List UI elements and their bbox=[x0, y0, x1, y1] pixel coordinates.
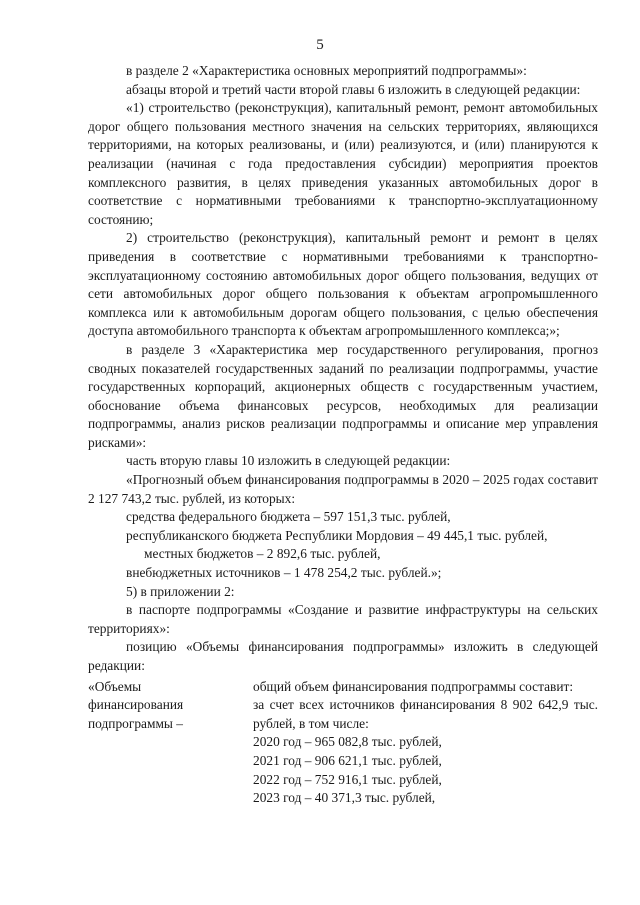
table-value: 2020 год – 965 082,8 тыс. рублей, bbox=[253, 734, 442, 750]
table-label: «Объемы bbox=[88, 678, 142, 694]
table-value: за счет всех источников финансирования 8 902 642,9 тыс. рублей, в том числе: bbox=[253, 697, 598, 731]
table-left-column bbox=[88, 678, 253, 808]
table-label: финансирования bbox=[88, 697, 184, 713]
paragraph: «Прогнозный объем финансирования подпрограммы в 2020 – 2025 годах составит 2 127 743,2 тыс. рублей, из которых: bbox=[88, 472, 598, 506]
paragraph: в паспорте подпрограммы «Создание и развитие инфраструктуры на сельских территориях»: bbox=[88, 602, 598, 636]
table-value: 2023 год – 40 371,3 тыс. рублей, bbox=[253, 790, 436, 806]
table-value: общий объем финансирования подпрограммы составит: bbox=[253, 678, 574, 694]
paragraph: позицию «Объемы финансирования подпрограммы» изложить в следующей редакции: bbox=[88, 639, 598, 673]
paragraph: средства федерального бюджета – 597 151,3 тыс. рублей, bbox=[126, 509, 451, 525]
table-value: 2022 год – 752 916,1 тыс. рублей, bbox=[253, 771, 442, 787]
paragraph: часть вторую главы 10 изложить в следующей редакции: bbox=[126, 453, 451, 469]
paragraph: республиканского бюджета Республики Мордовия – 49 445,1 тыс. рублей, bbox=[126, 527, 548, 543]
paragraph: 5) в приложении 2: bbox=[126, 583, 235, 599]
table-right-column bbox=[253, 678, 598, 808]
page-number: 5 bbox=[316, 37, 324, 53]
financing-table bbox=[88, 678, 598, 808]
document-body bbox=[88, 62, 598, 808]
paragraph: «1) строительство (реконструкция), капитальный ремонт, ремонт автомобильных дорог общего пользования местного значения на сельских территориях, являющихся территориями, на которых реализованы, и (или) реализуются, и (или) планируются к реализации (начиная с года предоставления субсидии) мероприятия проектов комплексного развития, в целях приведения указанных автомобильных дорог в соответствие с нормативными требованиями к транспортно-эксплуатационному состоянию; bbox=[88, 100, 598, 227]
paragraph: 2) строительство (реконструкция), капитальный ремонт и ремонт в целях приведения в соответствие с нормативными требованиями к транспортно-эксплуатационному состоянию автомобильных дорог общего пользования, ведущих от сети автомобильных дорог общего пользования к объектам агропромышленного комплекса или к автомобильным дорогам общего пользования, с целью обеспечения доступа автомобильного транспорта к объектам агропромышленного комплекса;»; bbox=[88, 230, 598, 339]
paragraph: в разделе 2 «Характеристика основных мероприятий подпрограммы»: bbox=[126, 63, 527, 78]
paragraph: в разделе 3 «Характеристика мер государственного регулирования, прогноз сводных показателей государственных заданий по реализации подпрограммы, участие государственных корпораций, акционерных обществ с государственным участием, обоснование объема финансовых ресурсов, необходимых для реализации подпрограммы, анализ рисков реализации подпрограммы и описание мер управления рисками»: bbox=[88, 341, 598, 450]
paragraph: местных бюджетов – 2 892,6 тыс. рублей, bbox=[144, 546, 381, 562]
paragraph: внебюджетных источников – 1 478 254,2 тыс. рублей.»; bbox=[126, 565, 442, 581]
table-value: 2021 год – 906 621,1 тыс. рублей, bbox=[253, 752, 442, 768]
table-label: подпрограммы – bbox=[88, 715, 183, 731]
paragraph: абзацы второй и третий части второй главы 6 изложить в следующей редакции: bbox=[126, 81, 581, 97]
